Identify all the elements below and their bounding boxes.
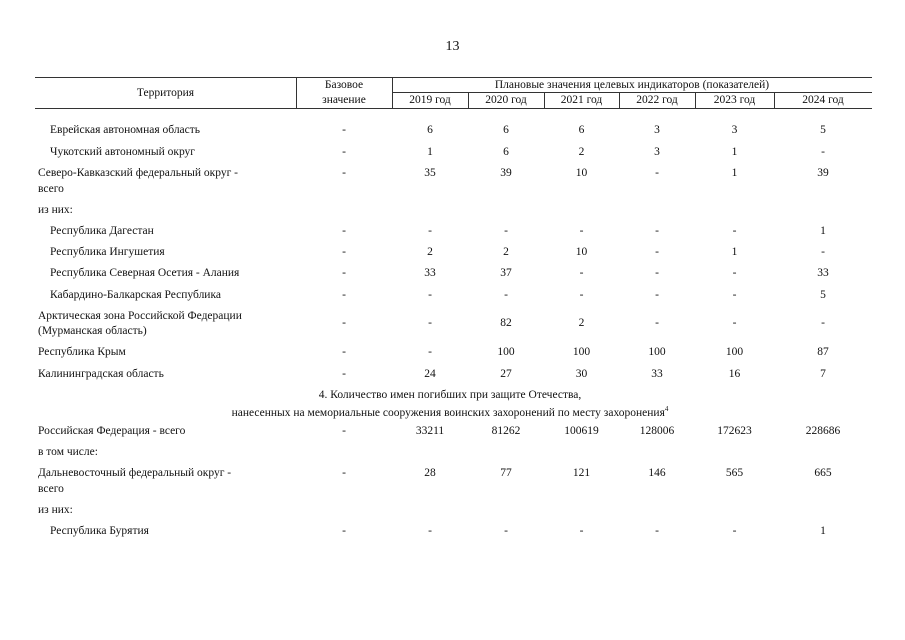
row-value-2019: -	[428, 317, 432, 329]
row-value-2024: -	[821, 317, 825, 329]
row-value-2022: 3	[654, 146, 660, 158]
row-value-2019: -	[428, 525, 432, 537]
row-value-2020: 100	[497, 346, 515, 358]
row-territory: Республика Крым	[38, 346, 126, 358]
row-value-2023: -	[732, 267, 737, 279]
row-value-2023: 172623	[717, 425, 752, 437]
header-year: 2020 год	[485, 94, 527, 106]
header-year: 2024 год	[802, 94, 844, 106]
row-value-2022: 146	[648, 467, 666, 479]
row-value-2019: 24	[424, 368, 436, 380]
row-base: -	[342, 124, 346, 136]
row-base: -	[342, 467, 346, 479]
row-base: -	[342, 225, 346, 237]
row-value-2022: 128006	[639, 425, 675, 437]
row-value-2021: 10	[575, 246, 588, 258]
row-value-2019: -	[428, 346, 432, 358]
row-value-2022: -	[655, 317, 659, 329]
row-base: -	[342, 346, 346, 358]
row-value-2020: 37	[500, 267, 512, 279]
row-value-2021: 2	[578, 317, 585, 329]
row-base: -	[342, 525, 346, 537]
section-title-line2	[150, 402, 750, 420]
row-value-2020: -	[504, 225, 508, 237]
row-value-2024: 39	[817, 167, 829, 179]
header-year: 2021 год	[560, 94, 603, 106]
header-territory: Территория	[136, 87, 195, 99]
header-year: 2022 год	[636, 94, 678, 106]
row-value-2020: 82	[500, 317, 512, 329]
row-value-2022: 3	[654, 124, 660, 136]
row-territory-line2: (Мурманская область)	[38, 325, 147, 337]
row-territory: Республика Дагестан	[50, 225, 154, 237]
row-value-2021: -	[579, 525, 584, 537]
row-territory: Кабардино-Балкарская Республика	[50, 289, 221, 301]
header-bottom-rule	[35, 108, 872, 109]
header-group: Плановые значения целевых индикаторов (показателей)	[494, 79, 770, 91]
row-base: -	[342, 368, 346, 380]
row-value-2023: -	[732, 525, 737, 537]
row-value-2020: 81262	[491, 425, 521, 437]
row-base: -	[342, 167, 346, 179]
row-value-2023: -	[732, 289, 737, 301]
row-value-2023: 100	[725, 346, 744, 358]
row-value-2023: 3	[731, 124, 738, 136]
row-value-2021: 100	[572, 346, 591, 358]
row-value-2024: 665	[814, 467, 832, 479]
row-value-2022: -	[655, 525, 659, 537]
row-territory: Республика Бурятия	[50, 525, 149, 537]
row-value-2024: 7	[820, 368, 826, 380]
row-value-2023: 1	[731, 246, 738, 258]
row-value-2019: 1	[427, 146, 433, 158]
row-territory: Республика Ингушетия	[50, 246, 165, 258]
header-base-line2: значение	[322, 94, 366, 106]
row-value-2024: 228686	[805, 425, 841, 437]
row-label: из них:	[38, 204, 73, 216]
row-value-2024: 5	[820, 289, 826, 301]
row-value-2019: -	[428, 289, 432, 301]
row-value-2021: 10	[575, 167, 588, 179]
row-value-2024: 5	[820, 124, 826, 136]
row-value-2020: 39	[500, 167, 512, 179]
row-territory: Еврейская автономная область	[50, 124, 201, 136]
row-value-2021: -	[579, 289, 584, 301]
row-base: -	[342, 267, 346, 279]
section-title-line1: 4. Количество имен погибших при защите Отечества,	[318, 389, 582, 401]
row-value-2019: 33	[424, 267, 436, 279]
row-territory: Чукотский автономный округ	[50, 146, 196, 158]
row-value-2019: 2	[427, 246, 433, 258]
row-label: в том числе:	[38, 446, 98, 458]
row-value-2024: -	[821, 146, 825, 158]
row-value-2021: 6	[578, 124, 585, 136]
row-value-2023: -	[732, 225, 737, 237]
row-value-2019: 6	[427, 124, 433, 136]
row-territory: Дальневосточный федеральный округ -	[38, 467, 232, 479]
row-base: -	[342, 425, 346, 437]
row-value-2021: -	[579, 225, 584, 237]
row-value-2019: 35	[424, 167, 436, 179]
row-base: -	[342, 289, 346, 301]
row-value-2021: 121	[572, 467, 591, 479]
row-value-2021: 2	[578, 146, 585, 158]
row-value-2022: -	[655, 246, 659, 258]
row-base: -	[342, 317, 346, 329]
row-value-2022: -	[655, 289, 659, 301]
row-value-2024: 33	[817, 267, 829, 279]
section-title-text: нанесенных на мемориальные сооружения воинских захоронений по месту захоронения	[231, 406, 665, 419]
row-value-2022: 100	[648, 346, 666, 358]
row-value-2019: 33211	[415, 425, 445, 437]
row-value-2020: -	[504, 289, 508, 301]
row-value-2022: 33	[651, 368, 663, 380]
row-value-2023: 1	[731, 146, 738, 158]
row-value-2023: -	[732, 317, 737, 329]
row-value-2023: 16	[728, 368, 741, 380]
row-value-2022: -	[655, 167, 659, 179]
row-value-2024: -	[821, 246, 825, 258]
row-value-2021: 100619	[564, 425, 599, 437]
footnote-mark: 4	[664, 405, 669, 413]
row-value-2020: -	[504, 525, 508, 537]
row-territory: Северо-Кавказский федеральный округ -	[38, 167, 239, 179]
header-base-line1: Базовое	[324, 79, 364, 91]
row-value-2021: 30	[575, 368, 588, 380]
row-label: из них:	[38, 504, 73, 516]
row-value-2020: 27	[500, 368, 512, 380]
row-territory: Калининградская область	[38, 368, 164, 380]
page-number: 13	[445, 39, 460, 54]
row-value-2022: -	[655, 267, 659, 279]
row-value-2019: 28	[424, 467, 436, 479]
row-value-2021: -	[579, 267, 584, 279]
row-value-2020: 77	[500, 467, 512, 479]
header-year: 2019 год	[409, 94, 451, 106]
row-value-2023: 1	[731, 167, 738, 179]
row-value-2024: 87	[817, 346, 829, 358]
row-territory-line2: всего	[38, 483, 64, 495]
row-base: -	[342, 246, 346, 258]
row-territory: Арктическая зона Российской Федерации	[38, 310, 242, 322]
row-value-2024: 1	[820, 225, 826, 237]
row-value-2020: 2	[503, 246, 509, 258]
row-base: -	[342, 146, 346, 158]
row-territory: Республика Северная Осетия - Алания	[50, 267, 240, 279]
row-value-2020: 6	[503, 124, 509, 136]
row-value-2019: -	[428, 225, 432, 237]
row-territory: Российская Федерация - всего	[38, 425, 186, 437]
row-value-2023: 565	[725, 467, 744, 479]
row-value-2022: -	[655, 225, 659, 237]
row-value-2020: 6	[503, 146, 509, 158]
row-value-2024: 1	[820, 525, 826, 537]
row-territory-line2: всего	[38, 183, 64, 195]
header-year: 2023 год	[713, 94, 756, 106]
